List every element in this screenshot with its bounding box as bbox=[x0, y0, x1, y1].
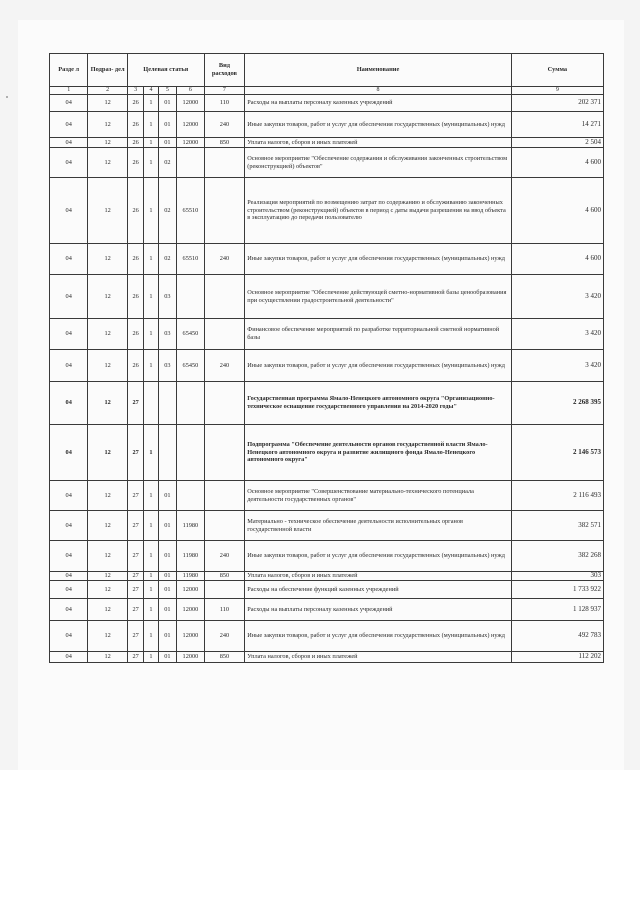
table-row bbox=[50, 138, 604, 148]
vid-rashodov-cell: 240 bbox=[204, 541, 245, 572]
cs-subprogram-cell bbox=[144, 382, 158, 425]
vid-rashodov-cell bbox=[204, 382, 245, 425]
table-row bbox=[50, 599, 604, 621]
naimenovanie-cell: Финансовое обеспечение мероприятий по разработке территориальной сметной нормативной базы bbox=[245, 319, 512, 350]
vid-rashodov-cell bbox=[204, 319, 245, 350]
razdel-cell: 04 bbox=[50, 95, 88, 112]
cs-subprogram-cell: 1 bbox=[144, 350, 158, 382]
cs-program-cell: 27 bbox=[127, 572, 143, 581]
cs-event-cell: 01 bbox=[158, 581, 177, 599]
summa-cell: 4 600 bbox=[511, 148, 603, 178]
razdel-cell: 04 bbox=[50, 350, 88, 382]
header-podrazdel: Подраз- дел bbox=[88, 54, 127, 87]
cs-direction-cell: 12000 bbox=[177, 599, 204, 621]
table-row bbox=[50, 581, 604, 599]
razdel-cell: 04 bbox=[50, 652, 88, 663]
summa-cell: 3 420 bbox=[511, 319, 603, 350]
cs-program-cell: 26 bbox=[127, 138, 143, 148]
cs-subprogram-cell: 1 bbox=[144, 541, 158, 572]
column-number-cell: 6 bbox=[177, 87, 204, 95]
cs-subprogram-cell: 1 bbox=[144, 511, 158, 541]
scan-speck bbox=[6, 96, 8, 98]
table-row bbox=[50, 112, 604, 138]
cs-event-cell: 03 bbox=[158, 319, 177, 350]
podrazdel-cell: 12 bbox=[88, 178, 127, 244]
vid-rashodov-cell: 850 bbox=[204, 652, 245, 663]
cs-direction-cell: 11980 bbox=[177, 511, 204, 541]
podrazdel-cell: 12 bbox=[88, 319, 127, 350]
razdel-cell: 04 bbox=[50, 244, 88, 275]
naimenovanie-cell: Реализация мероприятий по возмещению затрат по содержанию и обслуживанию законченных строительством (реконструкцией) объектов в период с даты выдачи разрешения на ввод объекта в эксплуатацию до передачи пользователю bbox=[245, 178, 512, 244]
cs-event-cell: 01 bbox=[158, 541, 177, 572]
summa-cell: 303 bbox=[511, 572, 603, 581]
razdel-cell: 04 bbox=[50, 541, 88, 572]
razdel-cell: 04 bbox=[50, 621, 88, 652]
header-vid-rashodov: Вид расходов bbox=[204, 54, 245, 87]
vid-rashodov-cell: 240 bbox=[204, 112, 245, 138]
table-row bbox=[50, 350, 604, 382]
cs-event-cell: 01 bbox=[158, 138, 177, 148]
naimenovanie-cell: Расходы на обеспечение функций казенных учреждений bbox=[245, 581, 512, 599]
podrazdel-cell: 12 bbox=[88, 112, 127, 138]
column-number-cell: 2 bbox=[88, 87, 127, 95]
header-naimenovanie: Наименование bbox=[245, 54, 512, 87]
summa-cell: 382 571 bbox=[511, 511, 603, 541]
naimenovanie-cell: Иные закупки товаров, работ и услуг для обеспечения государственных (муниципальных) нужд bbox=[245, 541, 512, 572]
vid-rashodov-cell: 240 bbox=[204, 621, 245, 652]
table-row bbox=[50, 652, 604, 663]
cs-program-cell: 27 bbox=[127, 481, 143, 511]
vid-rashodov-cell: 240 bbox=[204, 244, 245, 275]
cs-direction-cell: 65450 bbox=[177, 350, 204, 382]
table-row bbox=[50, 541, 604, 572]
cs-subprogram-cell: 1 bbox=[144, 275, 158, 319]
cs-direction-cell: 11980 bbox=[177, 541, 204, 572]
cs-direction-cell bbox=[177, 275, 204, 319]
cs-program-cell: 26 bbox=[127, 148, 143, 178]
cs-direction-cell: 65510 bbox=[177, 244, 204, 275]
vid-rashodov-cell bbox=[204, 178, 245, 244]
razdel-cell: 04 bbox=[50, 511, 88, 541]
podrazdel-cell: 12 bbox=[88, 382, 127, 425]
vid-rashodov-cell: 110 bbox=[204, 599, 245, 621]
table-row bbox=[50, 382, 604, 425]
vid-rashodov-cell: 110 bbox=[204, 95, 245, 112]
summa-cell: 4 600 bbox=[511, 244, 603, 275]
cs-program-cell: 27 bbox=[127, 425, 143, 481]
cs-direction-cell: 65510 bbox=[177, 178, 204, 244]
summa-cell: 3 420 bbox=[511, 275, 603, 319]
razdel-cell: 04 bbox=[50, 319, 88, 350]
table-row bbox=[50, 95, 604, 112]
cs-program-cell: 27 bbox=[127, 599, 143, 621]
vid-rashodov-cell bbox=[204, 481, 245, 511]
vid-rashodov-cell: 850 bbox=[204, 572, 245, 581]
cs-subprogram-cell: 1 bbox=[144, 572, 158, 581]
header-razdel: Разде л bbox=[50, 54, 88, 87]
cs-event-cell: 03 bbox=[158, 275, 177, 319]
naimenovanie-cell: Материально - техническое обеспечение деятельности исполнительных органов государственной власти bbox=[245, 511, 512, 541]
cs-program-cell: 26 bbox=[127, 244, 143, 275]
table-row bbox=[50, 572, 604, 581]
cs-subprogram-cell: 1 bbox=[144, 425, 158, 481]
table-row bbox=[50, 511, 604, 541]
summa-cell: 1 128 937 bbox=[511, 599, 603, 621]
cs-program-cell: 27 bbox=[127, 652, 143, 663]
cs-subprogram-cell: 1 bbox=[144, 581, 158, 599]
summa-cell: 2 146 573 bbox=[511, 425, 603, 481]
cs-direction-cell: 65450 bbox=[177, 319, 204, 350]
column-number-cell: 9 bbox=[511, 87, 603, 95]
naimenovanie-cell: Государственная программа Ямало-Ненецкого автономного округа "Организационно-техническое оснащение государственного управления на 2014-2020 годы" bbox=[245, 382, 512, 425]
cs-subprogram-cell: 1 bbox=[144, 481, 158, 511]
cs-subprogram-cell: 1 bbox=[144, 112, 158, 138]
cs-subprogram-cell: 1 bbox=[144, 621, 158, 652]
table-row bbox=[50, 425, 604, 481]
cs-event-cell: 01 bbox=[158, 112, 177, 138]
cs-subprogram-cell: 1 bbox=[144, 178, 158, 244]
summa-cell: 382 268 bbox=[511, 541, 603, 572]
podrazdel-cell: 12 bbox=[88, 244, 127, 275]
razdel-cell: 04 bbox=[50, 112, 88, 138]
table-row bbox=[50, 148, 604, 178]
naimenovanie-cell: Уплата налогов, сборов и иных платежей bbox=[245, 652, 512, 663]
cs-program-cell: 27 bbox=[127, 581, 143, 599]
budget-table bbox=[49, 53, 604, 663]
podrazdel-cell: 12 bbox=[88, 652, 127, 663]
table-row bbox=[50, 319, 604, 350]
cs-subprogram-cell: 1 bbox=[144, 652, 158, 663]
table-row bbox=[50, 621, 604, 652]
razdel-cell: 04 bbox=[50, 581, 88, 599]
cs-program-cell: 26 bbox=[127, 275, 143, 319]
razdel-cell: 04 bbox=[50, 275, 88, 319]
podrazdel-cell: 12 bbox=[88, 275, 127, 319]
naimenovanie-cell: Иные закупки товаров, работ и услуг для обеспечения государственных (муниципальных) нужд bbox=[245, 112, 512, 138]
column-number-row bbox=[50, 87, 604, 95]
cs-event-cell: 01 bbox=[158, 652, 177, 663]
table-row bbox=[50, 178, 604, 244]
cs-subprogram-cell: 1 bbox=[144, 244, 158, 275]
podrazdel-cell: 12 bbox=[88, 511, 127, 541]
podrazdel-cell: 12 bbox=[88, 541, 127, 572]
summa-cell: 4 600 bbox=[511, 178, 603, 244]
cs-event-cell: 01 bbox=[158, 95, 177, 112]
summa-cell: 3 420 bbox=[511, 350, 603, 382]
table-row bbox=[50, 244, 604, 275]
column-number-cell: 8 bbox=[245, 87, 512, 95]
razdel-cell: 04 bbox=[50, 572, 88, 581]
podrazdel-cell: 12 bbox=[88, 95, 127, 112]
cs-event-cell: 02 bbox=[158, 178, 177, 244]
header-row bbox=[50, 54, 604, 87]
summa-cell: 2 504 bbox=[511, 138, 603, 148]
cs-program-cell: 26 bbox=[127, 178, 143, 244]
summa-cell: 14 271 bbox=[511, 112, 603, 138]
column-number-cell: 4 bbox=[144, 87, 158, 95]
cs-subprogram-cell: 1 bbox=[144, 138, 158, 148]
summa-cell: 202 371 bbox=[511, 95, 603, 112]
cs-subprogram-cell: 1 bbox=[144, 319, 158, 350]
vid-rashodov-cell: 850 bbox=[204, 138, 245, 148]
naimenovanie-cell: Уплата налогов, сборов и иных платежей bbox=[245, 138, 512, 148]
cs-subprogram-cell: 1 bbox=[144, 95, 158, 112]
razdel-cell: 04 bbox=[50, 382, 88, 425]
summa-cell: 2 116 493 bbox=[511, 481, 603, 511]
cs-direction-cell: 12000 bbox=[177, 652, 204, 663]
podrazdel-cell: 12 bbox=[88, 572, 127, 581]
cs-event-cell: 01 bbox=[158, 621, 177, 652]
header-summa: Сумма bbox=[511, 54, 603, 87]
cs-direction-cell: 11980 bbox=[177, 572, 204, 581]
razdel-cell: 04 bbox=[50, 425, 88, 481]
cs-direction-cell: 12000 bbox=[177, 95, 204, 112]
cs-program-cell: 27 bbox=[127, 621, 143, 652]
cs-event-cell: 01 bbox=[158, 599, 177, 621]
naimenovanie-cell: Расходы на выплаты персоналу казенных учреждений bbox=[245, 95, 512, 112]
cs-event-cell: 02 bbox=[158, 244, 177, 275]
podrazdel-cell: 12 bbox=[88, 138, 127, 148]
vid-rashodov-cell bbox=[204, 275, 245, 319]
table-row bbox=[50, 275, 604, 319]
naimenovanie-cell: Основное мероприятие "Обеспечение содержания и обслуживания законченных строительством (реконструкцией) объектов" bbox=[245, 148, 512, 178]
cs-direction-cell bbox=[177, 148, 204, 178]
summa-cell: 2 268 395 bbox=[511, 382, 603, 425]
column-number-cell: 5 bbox=[158, 87, 177, 95]
cs-direction-cell bbox=[177, 425, 204, 481]
cs-direction-cell: 12000 bbox=[177, 581, 204, 599]
podrazdel-cell: 12 bbox=[88, 350, 127, 382]
naimenovanie-cell: Иные закупки товаров, работ и услуг для обеспечения государственных (муниципальных) нужд bbox=[245, 244, 512, 275]
vid-rashodov-cell bbox=[204, 148, 245, 178]
cs-direction-cell: 12000 bbox=[177, 621, 204, 652]
cs-program-cell: 27 bbox=[127, 511, 143, 541]
cs-direction-cell: 12000 bbox=[177, 112, 204, 138]
cs-event-cell: 01 bbox=[158, 481, 177, 511]
cs-program-cell: 26 bbox=[127, 112, 143, 138]
cs-direction-cell: 12000 bbox=[177, 138, 204, 148]
cs-direction-cell bbox=[177, 382, 204, 425]
podrazdel-cell: 12 bbox=[88, 621, 127, 652]
cs-program-cell: 26 bbox=[127, 95, 143, 112]
cs-subprogram-cell: 1 bbox=[144, 148, 158, 178]
column-number-cell: 3 bbox=[127, 87, 143, 95]
summa-cell: 112 202 bbox=[511, 652, 603, 663]
razdel-cell: 04 bbox=[50, 148, 88, 178]
cs-event-cell: 03 bbox=[158, 350, 177, 382]
razdel-cell: 04 bbox=[50, 138, 88, 148]
table-body bbox=[50, 95, 604, 663]
table-row bbox=[50, 481, 604, 511]
razdel-cell: 04 bbox=[50, 599, 88, 621]
podrazdel-cell: 12 bbox=[88, 581, 127, 599]
cs-event-cell: 02 bbox=[158, 148, 177, 178]
podrazdel-cell: 12 bbox=[88, 599, 127, 621]
podrazdel-cell: 12 bbox=[88, 481, 127, 511]
razdel-cell: 04 bbox=[50, 481, 88, 511]
column-number-cell: 7 bbox=[204, 87, 245, 95]
naimenovanie-cell: Иные закупки товаров, работ и услуг для обеспечения государственных (муниципальных) нужд bbox=[245, 621, 512, 652]
cs-program-cell: 27 bbox=[127, 541, 143, 572]
vid-rashodov-cell bbox=[204, 425, 245, 481]
podrazdel-cell: 12 bbox=[88, 148, 127, 178]
cs-direction-cell bbox=[177, 481, 204, 511]
cs-subprogram-cell: 1 bbox=[144, 599, 158, 621]
header-celevaya-statya: Целевая статья bbox=[127, 54, 204, 87]
cs-event-cell bbox=[158, 382, 177, 425]
vid-rashodov-cell bbox=[204, 581, 245, 599]
podrazdel-cell: 12 bbox=[88, 425, 127, 481]
naimenovanie-cell: Расходы на выплаты персоналу казенных учреждений bbox=[245, 599, 512, 621]
razdel-cell: 04 bbox=[50, 178, 88, 244]
vid-rashodov-cell: 240 bbox=[204, 350, 245, 382]
cs-program-cell: 26 bbox=[127, 350, 143, 382]
cs-event-cell bbox=[158, 425, 177, 481]
cs-program-cell: 27 bbox=[127, 382, 143, 425]
summa-cell: 492 783 bbox=[511, 621, 603, 652]
naimenovanie-cell: Иные закупки товаров, работ и услуг для обеспечения государственных (муниципальных) нужд bbox=[245, 350, 512, 382]
cs-event-cell: 01 bbox=[158, 572, 177, 581]
summa-cell: 1 733 922 bbox=[511, 581, 603, 599]
naimenovanie-cell: Уплата налогов, сборов и иных платежей bbox=[245, 572, 512, 581]
naimenovanie-cell: Подпрограмма "Обеспечение деятельности органов государственной власти Ямало-Ненецкого автономного округа и развитие жилищного фонда Ямало-Ненецкого автономного округа" bbox=[245, 425, 512, 481]
naimenovanie-cell: Основное мероприятие "Совершенствование материально-технического потенциала деятельности государственных органов" bbox=[245, 481, 512, 511]
cs-program-cell: 26 bbox=[127, 319, 143, 350]
column-number-cell: 1 bbox=[50, 87, 88, 95]
vid-rashodov-cell bbox=[204, 511, 245, 541]
naimenovanie-cell: Основное мероприятие "Обеспечение действующей сметно-нормативной базы ценообразования при осуществлении градостроительной деятельности" bbox=[245, 275, 512, 319]
cs-event-cell: 01 bbox=[158, 511, 177, 541]
